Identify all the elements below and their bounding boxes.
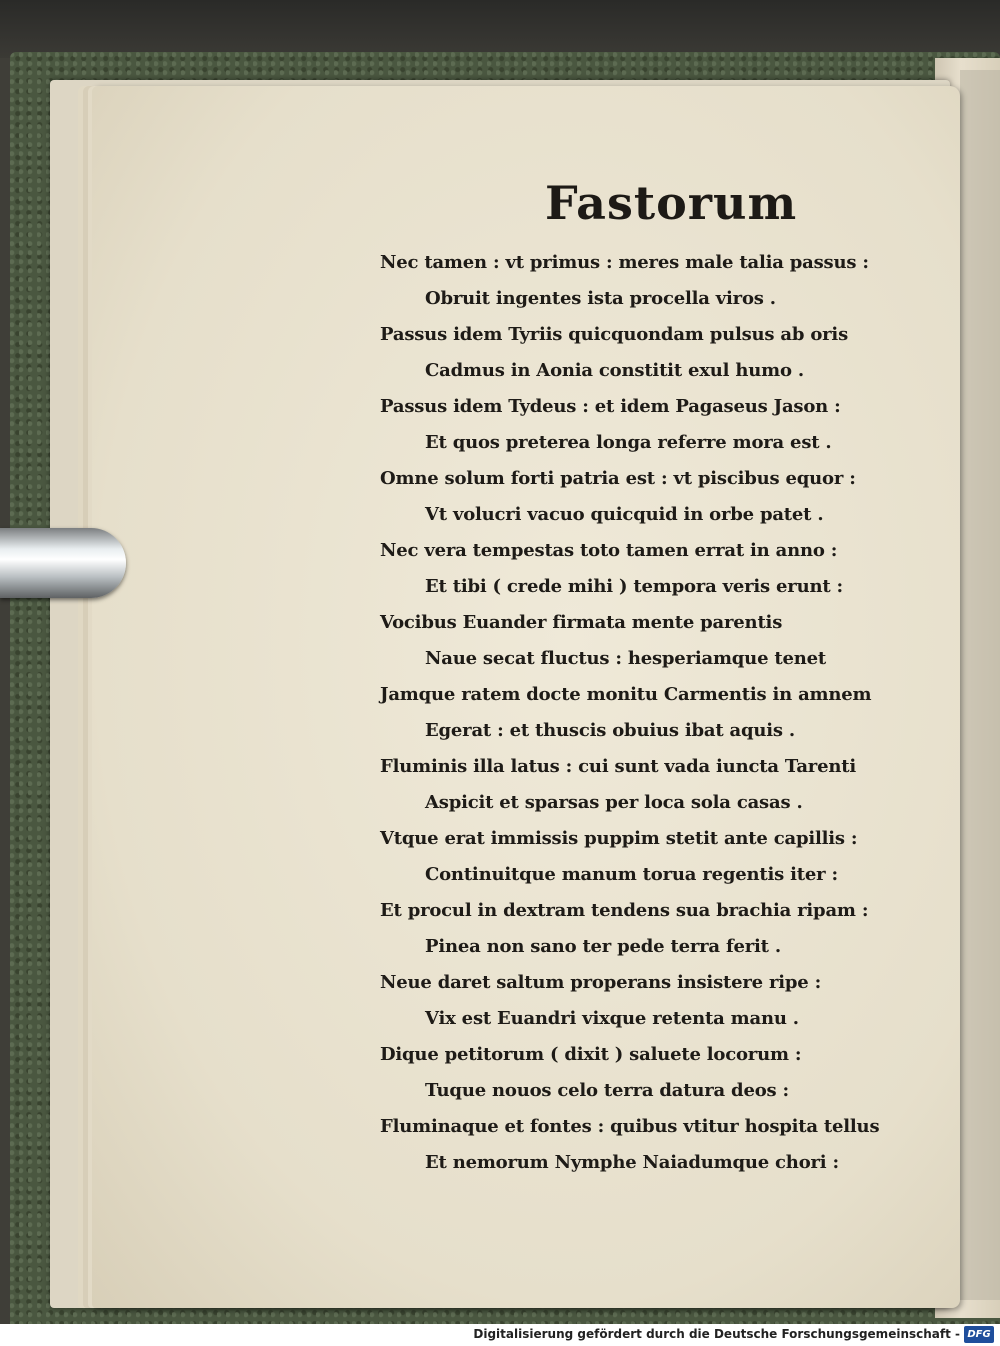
verse-line: Naue secat fluctus : hesperiamque tenet (425, 648, 827, 669)
verse-text-block (380, 245, 880, 1181)
credit-text: Digitalisierung gefördert durch die Deutsche Forschungsgemeinschaft - (473, 1327, 960, 1341)
verse-line: Et procul in dextram tendens sua brachia ripam : (380, 900, 869, 921)
verse-line: Et nemorum Nymphe Naiadumque chori : (425, 1152, 839, 1173)
verse-line: Neue daret saltum properans insistere ripe : (380, 972, 822, 993)
verse-line: Et tibi ( crede mihi ) tempora veris erunt : (425, 576, 843, 597)
verse-line: Nec vera tempestas toto tamen errat in anno : (380, 540, 838, 561)
verse-line: Obruit ingentes ista procella viros . (425, 288, 776, 309)
page-clip-icon (0, 528, 126, 598)
page-title: Fastorum (545, 176, 798, 230)
verse-line: Aspicit et sparsas per loca sola casas . (425, 792, 803, 813)
verse-line: Passus idem Tyriis quicquondam pulsus ab oris (380, 324, 849, 345)
verse-line: Vocibus Euander firmata mente parentis (380, 612, 783, 633)
verse-line: Passus idem Tydeus : et idem Pagaseus Jason : (380, 396, 841, 417)
verse-line: Jamque ratem docte monitu Carmentis in amnem (380, 684, 872, 705)
verse-line: Egerat : et thuscis obuius ibat aquis . (425, 720, 795, 741)
verse-line: Vix est Euandri vixque retenta manu . (425, 1008, 799, 1029)
facing-page-shadow (960, 70, 1000, 1300)
scanner-background-top (0, 0, 1000, 58)
verse-line: Pinea non sano ter pede terra ferit . (425, 936, 781, 957)
verse-line: Tuque nouos celo terra datura deos : (425, 1080, 789, 1101)
verse-line: Vt volucri vacuo quicquid in orbe patet . (425, 504, 824, 525)
verse-line: Omne solum forti patria est : vt piscibus equor : (380, 468, 856, 489)
verse-line: Continuitque manum torua regentis iter : (425, 864, 838, 885)
verse-line: Vtque erat immissis puppim stetit ante capillis : (380, 828, 858, 849)
digitization-credit-bar (0, 1324, 1000, 1346)
verse-line: Dique petitorum ( dixit ) saluete locorum : (380, 1044, 802, 1065)
verse-line: Nec tamen : vt primus : meres male talia passus : (380, 252, 869, 273)
verse-line: Fluminis illa latus : cui sunt vada iuncta Tarenti (380, 756, 856, 777)
verse-line: Et quos preterea longa referre mora est . (425, 432, 832, 453)
verse-line: Fluminaque et fontes : quibus vtitur hospita tellus (380, 1116, 880, 1137)
dfg-logo-icon: DFG (964, 1326, 994, 1343)
verse-line: Cadmus in Aonia constitit exul humo . (425, 360, 804, 381)
